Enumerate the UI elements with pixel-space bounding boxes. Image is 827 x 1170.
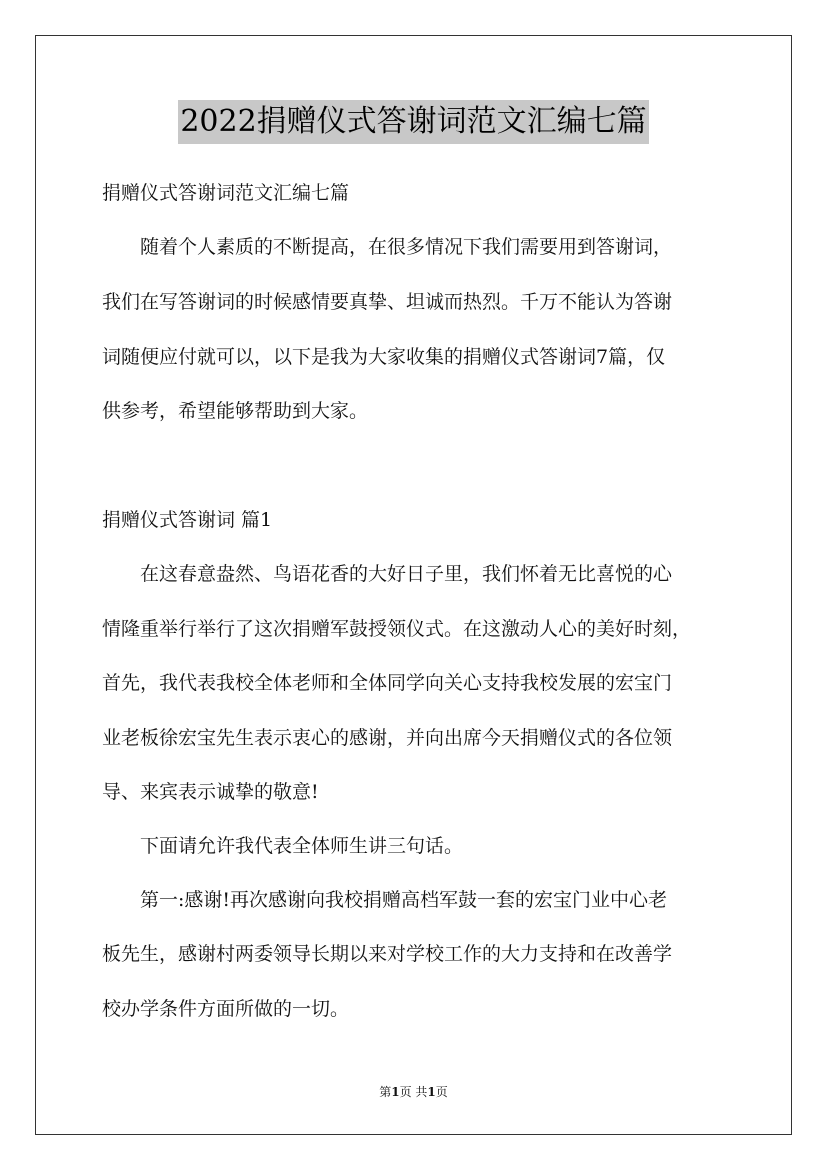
para3-line-1: 第一:感谢!再次感谢向我校捐赠高档军鼓一套的宏宝门业中心老: [102, 889, 668, 911]
para2-line-1: 下面请允许我代表全体师生讲三句话。: [102, 835, 464, 857]
para1-line-3: 首先，我代表我校全体老师和全体同学向关心支持我校发展的宏宝门: [102, 672, 673, 694]
para1-line-4: 业老板徐宏宝先生表示衷心的感谢，并向出席今天捐赠仪式的各位领: [102, 727, 673, 749]
document-subtitle: 捐赠仪式答谢词范文汇编七篇: [102, 182, 350, 204]
para3-line-2: 板先生，感谢村两委领导长期以来对学校工作的大力支持和在改善学: [102, 943, 673, 965]
footer-page-number: 1: [391, 1085, 400, 1099]
footer-total-pages: 1: [427, 1085, 436, 1099]
document-title: 2022捐赠仪式答谢词范文汇编七篇: [178, 100, 648, 144]
para3-line-3: 校办学条件方面所做的一切。: [102, 998, 350, 1020]
intro-line-1: 随着个人素质的不断提高，在很多情况下我们需要用到答谢词，: [102, 236, 673, 258]
title-container: [0, 100, 827, 144]
intro-line-3: 词随便应付就可以，以下是我为大家收集的捐赠仪式答谢词7篇，仅: [102, 346, 666, 368]
footer-prefix: 第: [379, 1085, 392, 1099]
intro-line-2: 我们在写答谢词的时候感情要真挚、坦诚而热烈。千万不能认为答谢: [102, 291, 673, 313]
section-heading: 捐赠仪式答谢词 篇1: [102, 509, 273, 531]
para1-line-5: 导、来宾表示诚挚的敬意!: [102, 781, 319, 803]
page-footer: [0, 1084, 827, 1100]
footer-suffix: 页: [435, 1085, 448, 1099]
para1-line-1: 在这春意盎然、鸟语花香的大好日子里，我们怀着无比喜悦的心: [102, 563, 673, 585]
footer-middle: 页 共: [399, 1085, 428, 1099]
intro-line-4: 供参考，希望能够帮助到大家。: [102, 400, 369, 422]
para1-line-2: 情隆重举行举行了这次捐赠军鼓授领仪式。在这激动人心的美好时刻，: [102, 618, 692, 640]
